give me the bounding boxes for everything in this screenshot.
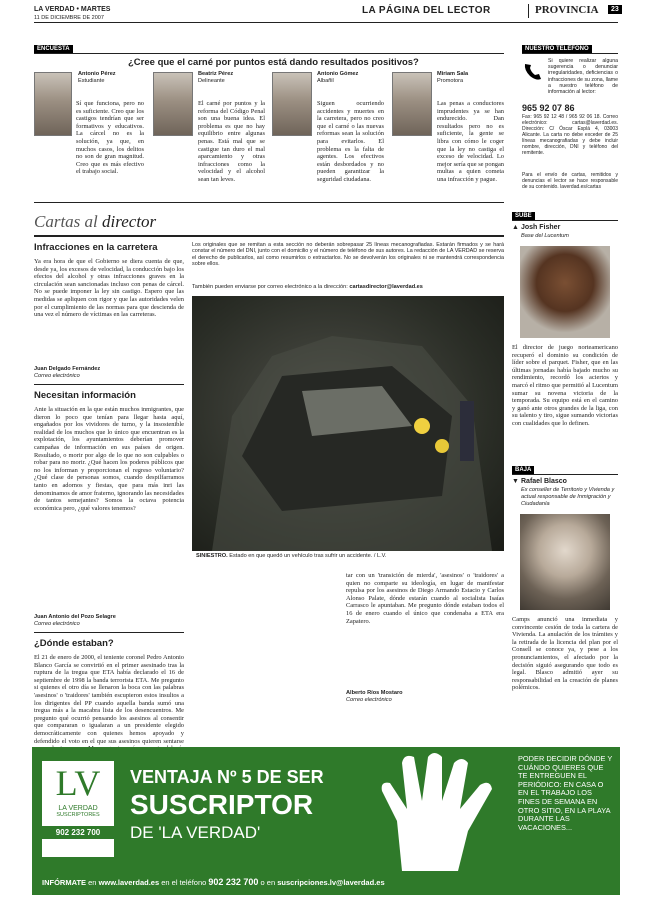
photo-caption	[196, 553, 504, 560]
phone-rule	[522, 53, 618, 54]
survey-name-4: Miriam Sala	[437, 71, 469, 77]
ad-footer-c: en el teléfono	[161, 878, 207, 887]
letters-email-label: También pueden enviarse por correo electrónico a la dirección:	[192, 284, 348, 290]
letter-author-2: Juan Antonio del Pozo Selagre	[34, 614, 116, 620]
masthead-divider	[528, 4, 529, 18]
survey-name-3: Antonio Gómez	[317, 71, 359, 77]
phone-body: Fax: 965 92 12 48 / 965 92 06 18. Correo electrónico: cartas@laverdad.es. Dirección: C/ Óscar Esplá 4, 03003 Alicante. La carta no debe exceder de 25 líneas mecanografiadas y debe incluir nombre, dirección, DNI y teléfono del remitente.	[522, 114, 618, 156]
phone-number: 965 92 07 86	[522, 103, 575, 113]
letter-body-3-cont: tar con un 'transición de mierda', 'asesinos' o 'traidores' a quien no comparte su ideología, en lugar de manifestar repulsa por los asesinos de Diego Armando Estacio y Carlos Alonso Palate, dónde estarán cuando al socialista Isaías Carrasco le apuntaban. Me pregunto dónde estaban todos el 16 de enero cuando el único que condenaba a ETA era Zapatero.	[346, 572, 504, 625]
hand-icon	[372, 751, 507, 876]
letter-via-2: Correo electrónico	[34, 621, 80, 627]
letter-author-3: Alberto Ríos Mostaro	[346, 690, 403, 696]
masthead-date: 11 DE DICIEMBRE DE 2007	[34, 15, 104, 21]
accident-photo	[192, 296, 504, 551]
letter-body-3: El 21 de enero de 2000, el teniente coronel Pedro Antonio Blanco García se convirtió en el primer asesinado tras la ruptura de la tregua que ETA había declarado el 16 de septiembre de 1998 la banda terrorista ETA. Me pregunto si quienes el otro día se llenaron la boca con las palabras 'asesinos' o 'traidores' también escupieron estos insultos a los dirigentes del PP cuando aquella banda sumó una tregua más a la macabra lista de los desencuentros. Me pregunto qué ocurrió pensando los asesinos al consentir que compararan o igualaran a un presidente elegido democráticamente con quienes hemos apoyado y defendido el voto en el que sus asesinos quieren sentarse	[34, 654, 184, 745]
masthead-rule	[34, 22, 618, 23]
ad-logo-sub1: LA VERDAD	[58, 805, 98, 812]
baja-text: Camps anunció una inmediata y convincente cesión de toda la cartera de Vivienda. La anulación de los trámites y la retirada de la licencia del plan por el Consell se conoce ya, y pese a los pronunciamientos, el afectado por la decisión siguió asegurando que todo es legal. Blasco admitió ayer su responsabilidad en la creación de planes polémicos.	[512, 616, 618, 692]
masthead-section: LA PÁGINA DEL LECTOR	[362, 5, 491, 16]
survey-name-1: Antonio Pérez	[78, 71, 116, 77]
baja-rule	[512, 474, 618, 475]
letter-title-1: Infracciones en la carretera	[34, 242, 158, 253]
baja-photo	[520, 514, 610, 610]
baja-name: Rafael Blasco	[521, 478, 567, 485]
section-rule	[34, 235, 504, 237]
baja-arrow-icon: ▼	[512, 478, 519, 485]
section-title-a: Cartas al	[34, 212, 98, 231]
baja-role: Ex conseller de Territorio y Vivienda y actual responsable de Inmigración y Ciudadanía	[521, 487, 615, 507]
letters-email[interactable]: cartasdirector@laverdad.es	[349, 284, 423, 290]
survey-job-2: Delineante	[198, 78, 225, 84]
ad-footer-mail[interactable]: suscripciones.lv@laverdad.es	[277, 878, 385, 887]
ad-footer	[42, 877, 385, 887]
sube-arrow-icon: ▲	[512, 224, 519, 231]
ad-logo-phone: 902 232 700	[42, 826, 114, 839]
survey-job-1: Estudiante	[78, 78, 105, 84]
sube-tag: SUBE	[512, 212, 535, 220]
ad-logo: LV	[55, 763, 101, 803]
survey-job-4: Promotora	[437, 78, 464, 84]
ad-headline-3: DE 'LA VERDAD'	[130, 823, 261, 842]
ad-footer-b: en	[88, 878, 97, 887]
page-number: 23	[608, 5, 622, 14]
ad-footer-a: INFÓRMATE	[42, 878, 87, 887]
letters-top-rule	[34, 202, 504, 203]
letters-email-line	[192, 284, 423, 291]
survey-question: ¿Cree que el carné por puntos está dando resultados positivos?	[128, 57, 419, 68]
letter-body-1: Ya era hora de que el Gobierno se diera cuenta de que, desde ya, los excesos de velocidad, la conducción bajo los efectos del alcohol y otras infracciones graves en la circulación sean sancionadas incluso con penas de cárcel. No se puede imponer la ley sin castigo. Espero que las medidas se apliquen con rigor y que las autoridades velen por el cumplimiento de las normas para que descienda de una vez el número de víctimas en las carreteras.	[34, 258, 184, 319]
survey-answer-1: Sí que funciona, pero no es suficiente. Creo que los castigos tendrían que ser formativos y educativos. La cárcel no es la solución, ya que, en muchos casos, los delitos no son de gran magnitud. Creo que es más efectivo el trabajo social.	[76, 100, 144, 176]
survey-rule	[34, 53, 504, 54]
survey-answer-2: El carné por puntos y la reforma del Código Penal son una buena idea. El problema es que no hay equilibrio entre algunas penas. Está mal que se castigue tan duro el mal aparcamiento y otras infracciones como la velocidad y el alcohol sean tan leves.	[198, 100, 265, 183]
subscription-ad[interactable]	[32, 747, 620, 895]
ad-logo-box	[42, 761, 114, 857]
section-title	[34, 212, 156, 232]
sube-photo	[520, 246, 610, 338]
letter-title-2: Necesitan información	[34, 390, 136, 401]
letter-body-2: Ante la situación en la que están muchos inmigrantes, que dieron lo poco que tenían para llegar hasta aquí, engañados por los vividores de turno, y la insostenible realidad de los muchos que lo único que encuentran es la explotación, los ayuntamientos deberían promover campañas de información en sus países de origen. Resultado, o morir por algo de lo que no son culpables o robar para no morir. ¿Qué hacen los poderes públicos que no los informan y proporcionan el regreso voluntario? ¿Qué clase de personas somos, cuando despilfarramos tanto en adornos y fiestas, que para más inri las denominamos de amor fraterno, ignorando las necesidades de tantos semejantes? Somos la octava potencia económica pero, ¿qué valores tenemos?	[34, 406, 184, 512]
letter-divider-2	[34, 632, 184, 633]
survey-name-2: Beatriz Pérez	[198, 71, 234, 77]
phone-icon	[522, 60, 544, 82]
letter-via-1: Correo electrónico	[34, 373, 80, 379]
baja-tag: BAJA	[512, 466, 534, 474]
ad-logo-sub2: SUSCRIPTORES	[56, 812, 100, 818]
ad-headline-1: VENTAJA Nº 5 DE SER	[130, 767, 324, 787]
phone-intro: Si quiere realizar alguna sugerencia o denunciar irregularidades, deficiencias o infracciones de su zona, llame a nuestro teléfono de información al lector:	[548, 58, 618, 96]
ad-footer-site[interactable]: www.laverdad.es	[98, 878, 160, 887]
ad-headline-2: SUSCRIPTOR	[130, 789, 314, 820]
letters-intro: Los originales que se remitan a esta sección no deberán sobrepasar 25 líneas mecanografiadas. Estarán firmados y se hará constar el número del DNI, junto con el domicilio y el número de teléfono de sus autores. La redacción de LA VERDAD se reserva el derecho de publicarlos, así como resumirlos o extractarlos. No se devolverán los originales ni se mantendrá correspondencia sobre ellos.	[192, 242, 504, 268]
sube-role: Base del Lucentum	[521, 233, 569, 239]
section-title-b: director	[102, 212, 157, 231]
photo-caption-text: Estado en que quedó un vehículo tras sufrir un accidente. / L.V.	[229, 553, 387, 559]
ad-footer-phone[interactable]: 902 232 700	[208, 877, 259, 887]
phone-note: Para el envío de cartas, remitidos y denuncias el lector se hace responsable de su contenido. laverdad.es/cartas	[522, 172, 618, 190]
sube-rule	[512, 220, 618, 221]
masthead-edition: PROVINCIA	[535, 4, 599, 16]
sube-name: Josh Fisher	[521, 224, 561, 231]
photo-caption-tag: SINIESTRO.	[196, 553, 228, 559]
letter-author-1: Juan Delgado Fernández	[34, 366, 101, 372]
survey-answer-3: Siguen ocurriendo accidentes y muertes en la carretera, pero no creo que el carné o las nuevas reformas sean la solución para evitarlos. El problema es la falta de agentes. Los efectivos están desbordados y no pueden garantizar la seguridad ciudadana.	[317, 100, 384, 183]
survey-tag: ENCUESTA	[34, 45, 73, 53]
letter-divider-1	[34, 384, 184, 385]
sube-text: El director de juego norteamericano recuperó el dominio su condición de líder sobre el parquet. Fisher, que en las últimas jornadas había bajado mucho su rendimiento, recordó los aciertos y marcó el ritmo que permitió al Lucentum sumar su novena victoria de la temporada. Su equipo está en el camino y ganó ante otros grandes de la liga, con su talento y tiro, sigue sumando victorias con cualidades que lo definen.	[512, 344, 618, 427]
phone-tag: NUESTRO TELÉFONO	[522, 45, 592, 53]
survey-job-3: Albañil	[317, 78, 334, 84]
ad-footer-d: o en	[260, 878, 276, 887]
letter-title-3: ¿Dónde estaban?	[34, 638, 114, 649]
letter-via-3: Correo electrónico	[346, 697, 392, 703]
masthead-left: LA VERDAD • MARTES	[34, 6, 111, 13]
ad-right-text: PODER DECIDIR DÓNDE Y CUÁNDO QUIERES QUE TE ENTREGUEN EL PERIÓDICO: EN CASA O EN EL TRABAJO LOS FINES DE SEMANA EN OTRO SITIO, EN LA PLAYA DURANTE LAS VACACIONES...	[518, 754, 613, 832]
survey-answer-4: Las penas a conductores imprudentes ya se han endurecido. Dan resultados pero no es suficiente, la gente se libra con cómo le coger que la ley no castiga el exceso de velocidad. Lo mejor sería que se pongan multas a quien cometa una infracción y pague.	[437, 100, 504, 183]
